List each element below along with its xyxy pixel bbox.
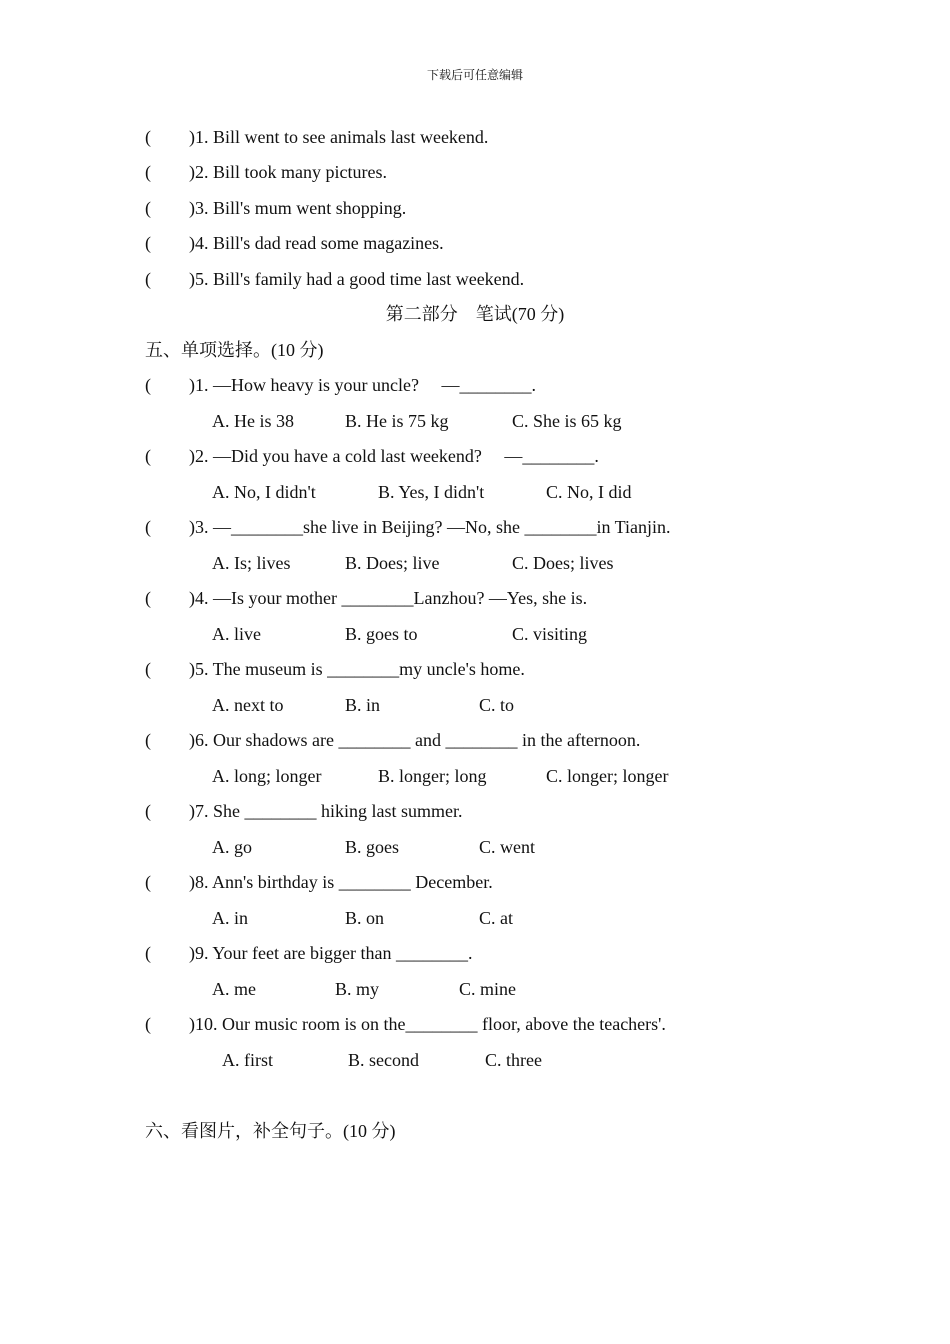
option: A. He is 38: [212, 411, 294, 431]
option: A. Is; lives: [212, 553, 291, 573]
option: A. me: [212, 979, 256, 999]
option: A. first: [222, 1050, 273, 1070]
question-stem: ( )1. —How heavy is your uncle? —________.: [145, 375, 536, 395]
option: C. Does; lives: [512, 553, 614, 573]
question-stem: ( )4. —Is your mother ________Lanzhou? —Yes, she is.: [145, 588, 588, 608]
option: B. in: [345, 695, 381, 715]
option: C. mine: [459, 979, 516, 999]
question-stem: ( )9. Your feet are bigger than ________.: [145, 943, 473, 963]
option: A. go: [212, 837, 252, 857]
option: A. in: [212, 908, 248, 928]
section-title: 六、看图片，补全句子。(10 分): [145, 1121, 396, 1141]
option: C. went: [479, 837, 535, 857]
option: C. three: [485, 1050, 542, 1070]
list-item: ( )4. Bill's dad read some magazines.: [145, 233, 444, 253]
option: C. longer; longer: [546, 766, 669, 786]
question-stem: ( )5. The museum is ________my uncle's home.: [145, 659, 525, 679]
option: A. next to: [212, 695, 284, 715]
option: B. Does; live: [345, 553, 440, 573]
option: A. live: [212, 624, 261, 644]
option: C. at: [479, 908, 513, 928]
option: B. my: [335, 979, 380, 999]
page-header: 下载后可任意编辑: [426, 68, 523, 82]
option: B. Yes, I didn't: [378, 482, 485, 502]
option: C. She is 65 kg: [512, 411, 622, 431]
option: B. on: [345, 908, 385, 928]
option: C. visiting: [512, 624, 588, 644]
option: B. longer; long: [378, 766, 487, 786]
question-stem: ( )2. —Did you have a cold last weekend? —________.: [145, 446, 599, 466]
question-stem: ( )7. She ________ hiking last summer.: [145, 801, 463, 821]
list-item: ( )2. Bill took many pictures.: [145, 162, 387, 182]
section-title: 五、单项选择。(10 分): [145, 340, 324, 360]
question-stem: ( )3. —________she live in Beijing? —No, she ________in Tianjin.: [145, 517, 671, 537]
option: B. goes to: [345, 624, 418, 644]
option: A. No, I didn't: [212, 482, 316, 502]
option: B. He is 75 kg: [345, 411, 449, 431]
option: B. goes: [345, 837, 399, 857]
question-stem: ( )8. Ann's birthday is ________ December.: [145, 872, 493, 892]
option: C. No, I did: [546, 482, 632, 502]
option: C. to: [479, 695, 515, 715]
list-item: ( )3. Bill's mum went shopping.: [145, 198, 407, 218]
option: A. long; longer: [212, 766, 322, 786]
list-item: ( )5. Bill's family had a good time last weekend.: [145, 269, 525, 289]
part-title: 第二部分 笔试(70 分): [385, 304, 565, 324]
question-stem: ( )10. Our music room is on the________ floor, above the teachers'.: [145, 1014, 666, 1034]
list-item: ( )1. Bill went to see animals last weekend.: [145, 127, 489, 147]
option: B. second: [348, 1050, 419, 1070]
question-stem: ( )6. Our shadows are ________ and ________ in the afternoon.: [145, 730, 641, 750]
